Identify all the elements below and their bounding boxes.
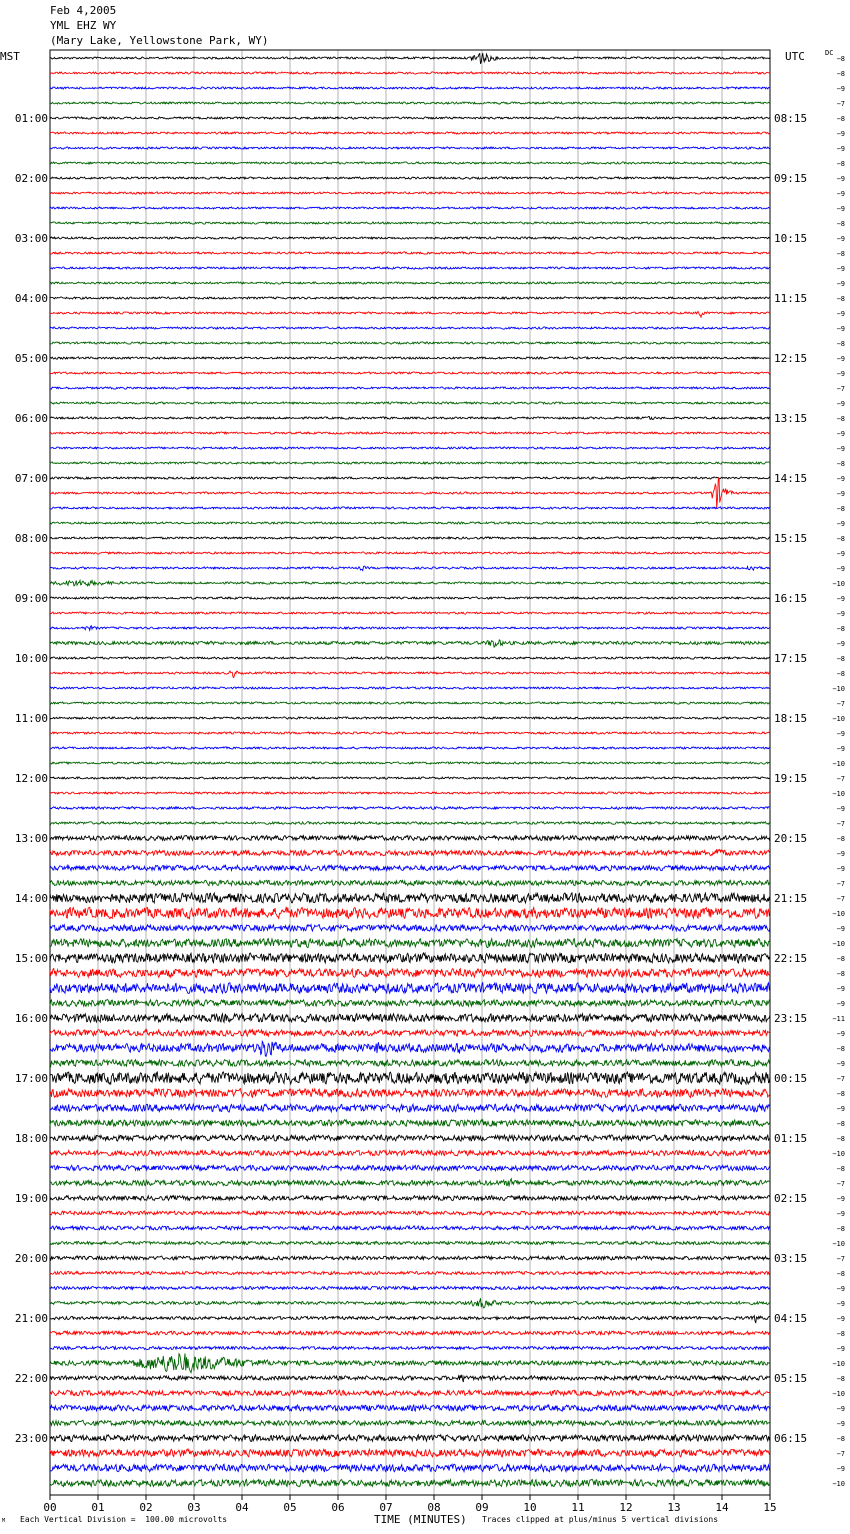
x-tick-label: 02 [139,1501,153,1514]
dc-offset-value: −8 [836,1135,845,1143]
trace-line [50,1211,770,1215]
dc-offset-value: −9 [836,1405,845,1413]
trace-line [50,1000,770,1007]
trace-line [50,1256,770,1260]
dc-offset-value: −10 [832,685,845,693]
utc-hour-label: 05:15 [774,1372,808,1385]
mst-hour-label: 12:00 [14,772,48,785]
dc-offset-value: −9 [836,1345,845,1353]
dc-offset-value: −9 [836,235,845,243]
dc-offset-value: −8 [836,1270,845,1278]
mst-hour-label: 06:00 [14,412,48,425]
trace-line [50,102,770,104]
dc-offset-value: −7 [836,1450,845,1458]
x-tick-label: 03 [187,1501,201,1514]
dc-offset-value: −9 [836,1315,845,1323]
trace-line [50,1150,770,1156]
trace-line [50,907,770,919]
mst-label: MST [0,50,20,63]
dc-offset-value: −8 [836,1090,845,1098]
dc-offset-value: −8 [836,460,845,468]
utc-hour-label: 04:15 [774,1312,808,1325]
trace-line [50,222,770,224]
dc-offset-value: −9 [836,610,845,618]
trace-line [50,117,770,119]
trace-line [50,762,770,764]
dc-offset-value: −9 [836,85,845,93]
dc-offset-value: −10 [832,1150,845,1158]
dc-offset-value: −8 [836,670,845,678]
trace-line [50,357,770,359]
trace-line [50,1375,770,1382]
dc-offset-value: −10 [832,760,845,768]
trace-line [50,1120,770,1127]
trace-line [50,849,770,856]
record-date: Feb 4,2005 [50,4,117,17]
utc-hour-label: 13:15 [774,412,808,425]
trace-line [50,1479,770,1486]
dc-offset-value: −8 [836,55,845,63]
dc-offset-value: −9 [836,190,845,198]
dc-offset-labels [832,55,845,1488]
x-axis-title: TIME (MINUTES) [374,1513,467,1526]
trace-line [50,447,770,449]
trace-line [50,372,770,374]
dc-offset-value: −8 [836,250,845,258]
dc-offset-value: −9 [836,925,845,933]
trace-line [50,462,770,464]
dc-offset-value: −7 [836,100,845,108]
trace-line [50,237,770,239]
trace-line [50,1449,770,1457]
x-tick-label: 04 [235,1501,249,1514]
dc-offset-value: −9 [836,1420,845,1428]
dc-offset-value: −9 [836,400,845,408]
dc-offset-value: −9 [836,1030,845,1038]
trace-line [50,612,770,614]
dc-offset-value: −8 [836,655,845,663]
dc-offset-value: −11 [832,1015,845,1023]
trace-line [50,1390,770,1396]
dc-offset-value: −9 [836,280,845,288]
trace-line [50,597,770,599]
trace-line [50,1464,770,1472]
dc-offset-value: −8 [836,1375,845,1383]
trace-line [50,1226,770,1230]
trace-line [50,702,770,704]
utc-hour-label: 14:15 [774,472,808,485]
trace-line [50,1196,770,1201]
dc-offset-value: −8 [836,1165,845,1173]
trace-line [50,522,770,524]
dc-offset-value: −9 [836,730,845,738]
dc-offset-value: −7 [836,385,845,393]
trace-line [50,983,770,994]
dc-offset-value: −9 [836,355,845,363]
dc-offset-value: −8 [836,1330,845,1338]
trace-line [50,1030,770,1037]
trace-line [50,1014,770,1023]
x-tick-label: 06 [331,1501,345,1514]
mst-hour-label: 09:00 [14,592,48,605]
mst-hour-labels [15,112,48,1445]
utc-hour-label: 18:15 [774,712,808,725]
trace-line [50,1346,770,1349]
dc-offset-value: −9 [836,865,845,873]
dc-offset-value: −8 [836,1225,845,1233]
x-tick-label: 12 [619,1501,633,1514]
mst-hour-label: 10:00 [14,652,48,665]
dc-offset-value: −8 [836,1045,845,1053]
trace-line [50,53,770,64]
mst-hour-label: 13:00 [14,832,48,845]
trace-line [50,1353,770,1372]
dc-offset-value: −8 [836,340,845,348]
x-tick-label: 13 [667,1501,681,1514]
mst-hour-label: 07:00 [14,472,48,485]
mst-hour-label: 19:00 [14,1192,48,1205]
x-tick-label: 05 [283,1501,297,1514]
trace-line [50,1179,770,1187]
dc-offset-value: −9 [836,1465,845,1473]
dc-offset-value: −7 [836,1255,845,1263]
dc-offset-value: −7 [836,820,845,828]
trace-line [50,939,770,948]
mst-hour-label: 01:00 [14,112,48,125]
corner-mark: M [2,1518,6,1524]
trace-line [50,72,770,74]
trace-line [50,807,770,810]
dc-offset-value: −9 [836,490,845,498]
utc-hour-label: 12:15 [774,352,808,365]
mst-hour-label: 15:00 [14,952,48,965]
trace-line [50,822,770,825]
trace-line [50,1271,770,1274]
dc-offset-value: −9 [836,565,845,573]
dc-offset-value: −10 [832,1240,845,1248]
trace-line [50,342,770,344]
trace-line [50,1135,770,1141]
mst-hour-label: 08:00 [14,532,48,545]
seismic-traces [50,53,770,1486]
trace-line [50,732,770,734]
utc-hour-label: 00:15 [774,1072,808,1085]
trace-line [50,880,770,885]
utc-label: UTC [785,50,805,63]
trace-line [50,836,770,841]
trace-line [50,432,770,434]
dc-offset-value: −10 [832,715,845,723]
mst-hour-label: 04:00 [14,292,48,305]
trace-line [50,402,770,404]
mst-hour-label: 20:00 [14,1252,48,1265]
trace-line [50,311,770,317]
dc-offset-value: −9 [836,850,845,858]
trace-line [50,969,770,978]
trace-line [50,566,770,570]
dc-offset-value: −9 [836,1060,845,1068]
utc-hour-label: 15:15 [774,532,808,545]
trace-line [50,1331,770,1335]
dc-offset-value: −9 [836,1000,845,1008]
trace-line [50,282,770,284]
trace-line [50,327,770,329]
utc-hour-label: 17:15 [774,652,808,665]
dc-offset-value: −9 [836,310,845,318]
dc-offset-value: −9 [836,205,845,213]
plot-frame [50,50,770,1495]
dc-offset-value: −10 [832,1390,845,1398]
trace-line [50,147,770,149]
dc-offset-value: −9 [836,805,845,813]
trace-line [50,537,770,539]
mst-hour-label: 03:00 [14,232,48,245]
dc-offset-value: −8 [836,1120,845,1128]
dc-offset-value: −8 [836,415,845,423]
mst-hour-label: 02:00 [14,172,48,185]
x-tick-label: 11 [571,1501,585,1514]
x-tick-label: 15 [763,1501,777,1514]
trace-line [50,657,770,659]
x-tick-label: 14 [715,1501,729,1514]
trace-line [50,1072,770,1084]
dc-offset-value: −9 [836,430,845,438]
x-tick-label: 10 [523,1501,537,1514]
mst-hour-label: 17:00 [14,1072,48,1085]
dc-offset-value: −9 [836,175,845,183]
mst-hour-label: 05:00 [14,352,48,365]
trace-line [50,477,770,479]
dc-label: DC [825,49,834,57]
trace-line [50,1298,770,1308]
trace-line [50,387,770,389]
trace-line [50,1316,770,1323]
trace-line [50,925,770,932]
dc-offset-value: −8 [836,505,845,513]
trace-line [50,1420,770,1426]
dc-offset-value: −8 [836,295,845,303]
dc-offset-value: −9 [836,520,845,528]
dc-offset-value: −9 [836,640,845,648]
mst-hour-label: 18:00 [14,1132,48,1145]
trace-line [50,132,770,134]
trace-line [50,252,770,254]
dc-offset-value: −9 [836,1210,845,1218]
trace-line [50,177,770,179]
trace-line [50,552,770,554]
trace-line [50,777,770,779]
dc-offset-value: −10 [832,940,845,948]
mst-hour-label: 23:00 [14,1432,48,1445]
x-tick-label: 07 [379,1501,393,1514]
dc-offset-value: −9 [836,985,845,993]
dc-offset-value: −9 [836,265,845,273]
trace-line [50,865,770,871]
x-tick-label: 08 [427,1501,441,1514]
dc-offset-value: −9 [836,595,845,603]
trace-line [50,792,770,794]
utc-hour-label: 16:15 [774,592,808,605]
trace-line [50,671,770,678]
dc-offset-value: −8 [836,160,845,168]
minute-gridlines [50,50,770,1495]
trace-line [50,478,770,508]
utc-hour-label: 06:15 [774,1432,808,1445]
trace-line [50,192,770,194]
dc-offset-value: −8 [836,835,845,843]
dc-offset-value: −7 [836,775,845,783]
trace-line [50,416,770,419]
dc-offset-value: −10 [832,790,845,798]
dc-offset-value: −8 [836,115,845,123]
dc-offset-value: −7 [836,880,845,888]
dc-offset-value: −9 [836,1285,845,1293]
dc-offset-value: −9 [836,1105,845,1113]
utc-hour-label: 20:15 [774,832,808,845]
mst-hour-label: 21:00 [14,1312,48,1325]
trace-line [50,626,770,630]
utc-hour-label: 19:15 [774,772,808,785]
utc-hour-label: 01:15 [774,1132,808,1145]
dc-offset-value: −8 [836,70,845,78]
mst-hour-label: 22:00 [14,1372,48,1385]
utc-hour-label: 08:15 [774,112,808,125]
x-tick-label: 01 [91,1501,105,1514]
trace-line [50,162,770,164]
vertical-division-note: Each Vertical Division = 100.00 microvolts [20,1515,228,1524]
x-tick-label: 00 [43,1501,57,1514]
trace-line [50,893,770,903]
dc-offset-value: −8 [836,535,845,543]
trace-line [50,580,770,585]
clipping-note: Traces clipped at plus/minus 5 vertical divisions [482,1515,719,1524]
x-tick-label: 09 [475,1501,489,1514]
utc-hour-label: 21:15 [774,892,808,905]
mst-hour-label: 14:00 [14,892,48,905]
dc-offset-value: −7 [836,895,845,903]
station-code: YML EHZ WY [50,19,117,32]
station-location: (Mary Lake, Yellowstone Park, WY) [50,34,269,47]
trace-line [50,1041,770,1056]
dc-offset-value: −7 [836,1180,845,1188]
dc-offset-value: −8 [836,625,845,633]
trace-line [50,87,770,89]
mst-hour-label: 11:00 [14,712,48,725]
dc-offset-value: −10 [832,1480,845,1488]
dc-offset-value: −8 [836,1435,845,1443]
utc-hour-label: 10:15 [774,232,808,245]
trace-line [50,1165,770,1171]
trace-line [50,1241,770,1244]
trace-line [50,953,770,963]
x-axis [43,1495,776,1514]
trace-line [50,1104,770,1112]
utc-hour-label: 22:15 [774,952,808,965]
trace-line [50,1060,770,1067]
dc-offset-value: −9 [836,1300,845,1308]
dc-offset-value: −10 [832,580,845,588]
trace-line [50,1405,770,1411]
utc-hour-label: 02:15 [774,1192,808,1205]
dc-offset-value: −7 [836,700,845,708]
dc-offset-value: −9 [836,1195,845,1203]
dc-offset-value: −9 [836,550,845,558]
dc-offset-value: −10 [832,910,845,918]
dc-offset-value: −10 [832,1360,845,1368]
dc-offset-value: −9 [836,445,845,453]
trace-line [50,297,770,299]
trace-line [50,1286,770,1289]
utc-hour-label: 09:15 [774,172,808,185]
dc-offset-value: −9 [836,325,845,333]
trace-line [50,640,770,647]
dc-offset-value: −9 [836,475,845,483]
utc-hour-label: 23:15 [774,1012,808,1025]
utc-hour-label: 11:15 [774,292,808,305]
trace-line [50,1435,770,1442]
trace-line [50,207,770,209]
dc-offset-value: −8 [836,220,845,228]
trace-line [50,687,770,689]
utc-hour-labels [774,112,807,1445]
dc-offset-value: −9 [836,370,845,378]
dc-offset-value: −9 [836,745,845,753]
dc-offset-value: −8 [836,955,845,963]
dc-offset-value: −8 [836,970,845,978]
trace-line [50,747,770,749]
mst-hour-label: 16:00 [14,1012,48,1025]
dc-offset-value: −9 [836,145,845,153]
dc-offset-value: −9 [836,130,845,138]
trace-line [50,1089,770,1098]
utc-hour-label: 03:15 [774,1252,808,1265]
dc-offset-value: −7 [836,1075,845,1083]
trace-line [50,717,770,719]
trace-line [50,507,770,509]
trace-line [50,267,770,269]
